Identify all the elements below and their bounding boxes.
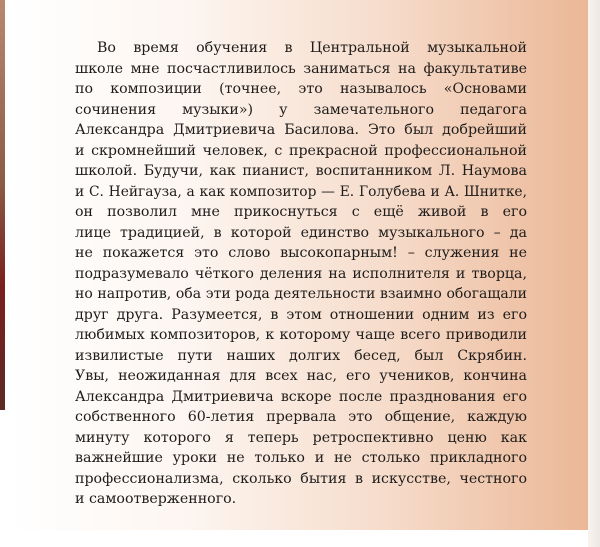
paragraph-line: любимых композиторов, к которому чаще всего приводили [75, 327, 527, 343]
paragraph-line: Александра Дмитриевича Басилова. Это был добрейший [75, 122, 527, 138]
paragraph-line: друг друга. Разумеется, в этом отношении одним из его [75, 306, 527, 323]
paragraph-line: школе мне посчастливилось заниматься на факультативе [75, 60, 527, 77]
paragraph-line: не покажется это слово высокопарным! – служения не [75, 245, 527, 261]
paragraph-line: он позволил мне прикоснуться с ещё живой в его [75, 204, 527, 220]
paragraph-line: важнейшие уроки не только и не столько прикладного [75, 450, 527, 466]
paragraph-line: собственного 60-летия прервала это общение, каждую [75, 409, 527, 425]
paragraph-line: извилистые пути наших долгих бесед, был Скрябин. [75, 347, 527, 364]
paragraph-line: Во время обучения в Центральной музыкальной [97, 40, 527, 56]
paragraph-line: но напротив, оба эти рода деятельности взаимно обогащали [75, 286, 527, 302]
paragraph-line: минуту которого я теперь ретроспективно ценю как [75, 429, 527, 446]
paragraph-line: и скромнейший человек, с прекрасной профессиональной [75, 142, 527, 159]
paragraph-line: по композиции (точнее, это называлось «Основами [75, 81, 527, 97]
paragraph-line: школой. Будучи, как пианист, воспитанником Л. Наумова [75, 163, 527, 179]
paragraph-line: и самоотверженного. [75, 491, 237, 507]
paragraph-line: подразумевало чёткого деления на исполнителя и творца, [75, 265, 527, 282]
paragraph-line: Александра Дмитриевича вскоре после празднования его [75, 388, 527, 405]
paragraph-line: Увы, неожиданная для всех нас, его учеников, кончина [75, 368, 527, 384]
paragraph-line: профессионализма, сколько бытия в искусстве, честного [75, 470, 527, 487]
paragraph-line: сочинения музыки») у замечательного педагога [75, 101, 527, 118]
article-paragraph [75, 38, 527, 510]
page-edge [588, 0, 600, 547]
paragraph-line: лице традицией, в которой единство музыкального – да [75, 224, 527, 241]
paragraph-line: и С. Нейгауза, а как композитор — Е. Голубева и А. Шнитке, [75, 183, 527, 200]
adjacent-page-strip [0, 0, 5, 410]
